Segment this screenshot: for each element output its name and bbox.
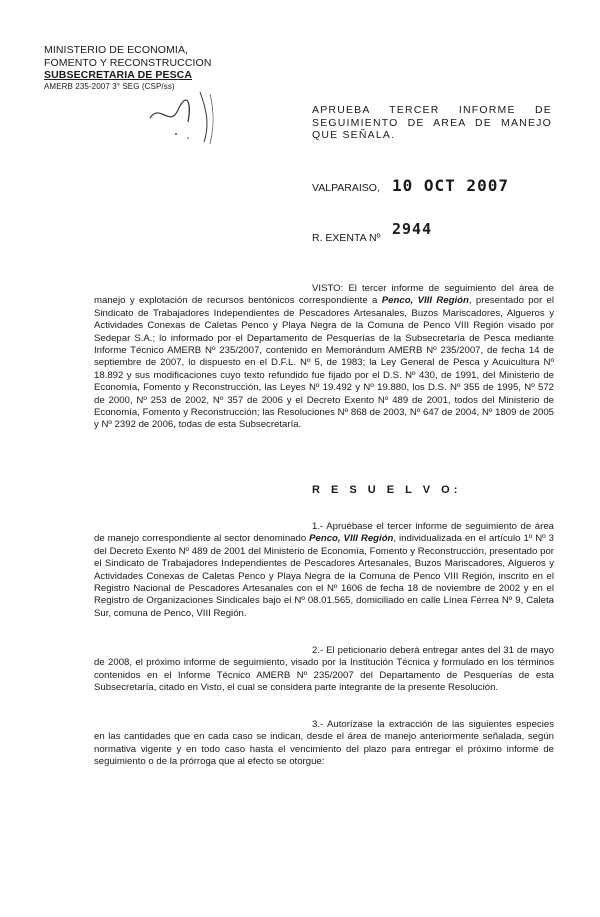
resuelvo-heading: R E S U E L V O: (312, 484, 462, 496)
resolution-item-2: 2.- El peticionario deberá entregar antes del 31 de mayo de 2008, el próximo informe de seguimiento, visado por la Institución Técnica y formulado en los términos contenidos en el Informe Técnico AMERB Nº 235/2007 del Departamento de Pesquerías de esta Subsecretaría, citado en Visto, el cual se considera parte integrante de la presente Resolución. (94, 645, 554, 694)
date-stamp: 10 OCT 2007 (392, 176, 509, 195)
visto-paragraph (94, 283, 554, 432)
resolution-item-1 (94, 521, 554, 620)
handwritten-initials (140, 88, 230, 148)
visto-place: Penco, VIII Región (381, 295, 469, 307)
ministry-line1: MINISTERIO DE ECONOMIA, (44, 44, 189, 56)
resolution-summary: APRUEBA TERCER INFORME DE SEGUIMIENTO DE AREA DE MANEJO QUE SEÑALA. (312, 104, 552, 141)
reference-code: AMERB 235-2007 3° SEG (CSP/ss) (44, 81, 175, 91)
subsecretaria-name: SUBSECRETARIA DE PESCA (44, 69, 193, 81)
place-label: VALPARAISO, (312, 182, 380, 194)
exenta-label: R. EXENTA Nº (312, 232, 381, 244)
exenta-number: 2944 (392, 220, 433, 238)
r1-place: Penco, VIII Región (309, 533, 394, 545)
r1-text-b: , individualizada en el artículo 1º Nº 3 del Decreto Exento Nº 489 de 2001 del Ministerio de Economía, Fomento y Reconstrucción, presentado por el Sindicato de Trabajadores Independientes de Pescadores Artesanales, Buzos Mariscadores, Algueros y Actividades Conexas de Caletas Penco y Playa Negra de la Comuna de Penco VIII Región, inscrito en el Registro Nacional de Pescadores Artesanales con el Nº 1606 de fecha 18 de noviembre de 2002 y en el Registro de Organizaciones Sindicales bajo el Nº 08.01.565, domiciliado en calle Línea Férrea Nº 9, Caleta Sur, comuna de Penco, VIII Región. (94, 533, 554, 619)
resolution-item-3: 3.- Autorízase la extracción de las siguientes especies en las cantidades que en cada caso se indican, desde el área de manejo anteriormente señalada, según normativa vigente y en todo caso hasta el vencimiento del plazo para entregar el próximo informe de seguimiento o de la prórroga que al efecto se otorgue: (94, 719, 554, 768)
letterhead (44, 44, 212, 92)
visto-label: VISTO: (312, 283, 344, 294)
visto-text-b: , presentado por el Sindicato de Trabajadores Independientes de Pescadores Artesanales, Buzos Mariscadores, Algueros y Actividades Conexas de Caletas Penco y Playa Negra de la Comuna de Penco VIII Región visado por Sedepar S.A.; lo informado por el Departamento de Pesquerías de la Subsecretaría de Pesca mediante Informe Técnico AMERB Nº 235/2007, contenido en Memorándum AMERB Nº 235/2007, de fecha 14 de septiembre de 2007, lo dispuesto en el D.F.L. Nº 5, de 1983; la Ley General de Pesca y Acuicultura Nº 18.892 y sus modificaciones cuyo texto refundido fue fijado por el D.S. Nº 430, de 1991, del Ministerio de Economía, Fomento y Reconstrucción, las Leyes Nº 19.492 y Nº 19.880, los D.S. Nº 355 de 1995, Nº 572 de 2000, Nº 253 de 2002, Nº 357 de 2006 y el Decreto Exento Nº 489 de 2001, todos del Ministerio de Economía, Fomento y Reconstrucción; las Resoluciones Nº 868 de 2003, Nº 647 de 2004, Nº 1809 de 2005 y Nº 2392 de 2006, todas de esta Subsecretaría. (94, 295, 554, 431)
r1-text-a: 1.- Apruébase el tercer informe de seguimiento de área de manejo correspondiente al sector denominado (94, 521, 554, 545)
ministry-line2: FOMENTO Y RECONSTRUCCION (44, 56, 212, 69)
visto-text-a: El tercer informe de seguimiento del área de manejo y explotación de recursos bentónicos correspondiente a (94, 283, 554, 307)
